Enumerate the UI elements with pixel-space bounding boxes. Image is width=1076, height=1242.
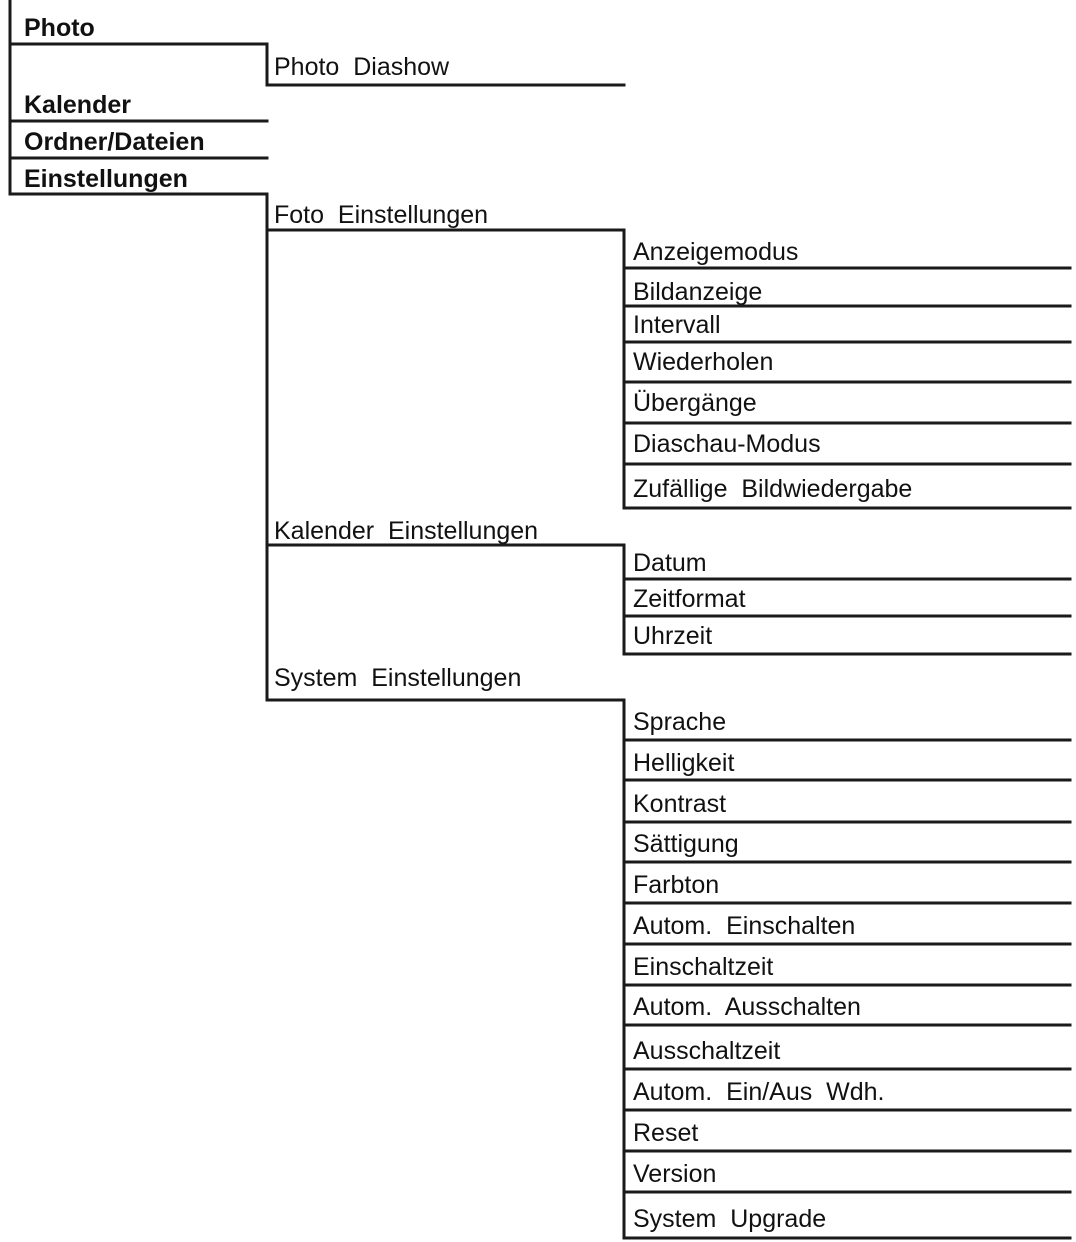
option-item-uhrzeit[interactable]: Uhrzeit xyxy=(633,622,713,650)
option-item-zeitformat[interactable]: Zeitformat xyxy=(633,585,746,613)
option-item-reset[interactable]: Reset xyxy=(633,1119,699,1147)
submenu-item-foto-einstellungen[interactable]: Foto Einstellungen xyxy=(274,201,489,229)
main-menu-item-photo[interactable]: Photo xyxy=(24,14,95,42)
submenu-item-kalender-einstellungen[interactable]: Kalender Einstellungen xyxy=(274,517,539,545)
option-item-datum[interactable]: Datum xyxy=(633,549,707,577)
option-item-diaschau-modus[interactable]: Diaschau-Modus xyxy=(633,430,821,458)
main-menu-item-kalender[interactable]: Kalender xyxy=(24,91,131,119)
option-item-intervall[interactable]: Intervall xyxy=(633,311,721,339)
option-item-system-upgrade[interactable]: System Upgrade xyxy=(633,1205,827,1233)
option-item-autom-einschalten[interactable]: Autom. Einschalten xyxy=(633,912,856,940)
option-item-autom-ausschalten[interactable]: Autom. Ausschalten xyxy=(633,993,861,1021)
option-item-einschaltzeit[interactable]: Einschaltzeit xyxy=(633,953,774,981)
submenu-item-photo-diashow[interactable]: Photo Diashow xyxy=(274,53,450,81)
option-item-ausschaltzeit[interactable]: Ausschaltzeit xyxy=(633,1037,781,1065)
option-item-bildanzeige[interactable]: Bildanzeige xyxy=(633,278,763,306)
main-menu-item-ordner-dateien[interactable]: Ordner/Dateien xyxy=(24,128,205,156)
option-item-sprache[interactable]: Sprache xyxy=(633,708,727,736)
option-item-farbton[interactable]: Farbton xyxy=(633,871,720,899)
main-menu-item-einstellungen[interactable]: Einstellungen xyxy=(24,165,188,193)
option-item-helligkeit[interactable]: Helligkeit xyxy=(633,749,735,777)
option-item-saettigung[interactable]: Sättigung xyxy=(633,830,739,858)
option-item-wiederholen[interactable]: Wiederholen xyxy=(633,348,774,376)
option-item-zufaellige-bildwiedergabe[interactable]: Zufällige Bildwiedergabe xyxy=(633,475,913,503)
option-item-version[interactable]: Version xyxy=(633,1160,717,1188)
option-item-uebergaenge[interactable]: Übergänge xyxy=(633,389,757,417)
option-item-anzeigemodus[interactable]: Anzeigemodus xyxy=(633,238,799,266)
option-item-autom-ein-aus-wdh[interactable]: Autom. Ein/Aus Wdh. xyxy=(633,1078,885,1106)
submenu-item-system-einstellungen[interactable]: System Einstellungen xyxy=(274,664,522,692)
option-item-kontrast[interactable]: Kontrast xyxy=(633,790,727,818)
